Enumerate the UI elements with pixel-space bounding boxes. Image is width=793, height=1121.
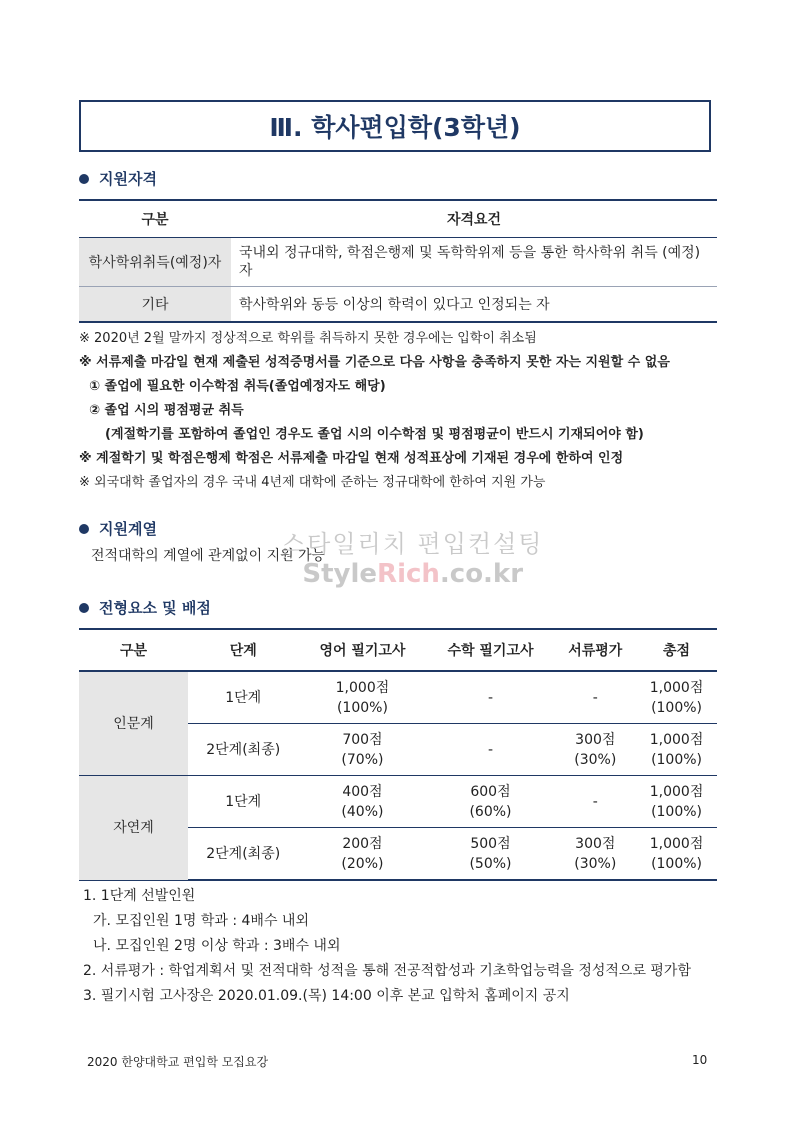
watermark-style: Style: [302, 559, 378, 589]
english-cell: [298, 776, 426, 828]
math-cell: [426, 828, 554, 881]
score-percent: (60%): [469, 803, 512, 820]
math-cell: [426, 671, 554, 724]
score-value: 400점: [342, 783, 383, 800]
table-header-cell: 단계: [188, 629, 298, 671]
section-heading-field: [79, 518, 157, 539]
section-heading-qualification: [79, 168, 157, 189]
score-percent: (100%): [651, 751, 703, 768]
note-item: ※ 2020년 2월 말까지 정상적으로 학위를 취득하지 못한 경우에는 입학이 취소됨: [79, 331, 537, 346]
math-cell: [426, 724, 554, 776]
stage-cell: 1단계: [188, 776, 298, 828]
section-heading-label: 지원자격: [99, 170, 157, 188]
page-number: 10: [692, 1053, 708, 1067]
table-header-cell: 서류평가: [555, 629, 637, 671]
stage-cell: 2단계(최종): [188, 828, 298, 881]
stage-cell: 2단계(최종): [188, 724, 298, 776]
group-cell: 인문계: [79, 671, 188, 776]
note-item: ※ 서류제출 마감일 현재 제출된 성적증명서를 기준으로 다음 사항을 충족하지 못한 자는 지원할 수 없음: [79, 355, 670, 370]
score-value: 300점: [575, 731, 616, 748]
list-item: 나. 모집인원 2명 이상 학과 : 3배수 내외: [93, 938, 341, 954]
bullet-icon: [79, 524, 89, 534]
score-value: 1,000점: [649, 731, 704, 748]
list-item: 3. 필기시험 고사장은 2020.01.09.(목) 14:00 이후 본교 입학처 홈페이지 공지: [83, 988, 570, 1004]
note-item: ※ 외국대학 졸업자의 경우 국내 4년제 대학에 준하는 정규대학에 한하여 지원 가능: [79, 475, 546, 490]
english-cell: [298, 671, 426, 724]
english-cell: [298, 724, 426, 776]
table-header-cell: 총점: [636, 629, 717, 671]
watermark-line1: 스타일리치 편입컨설팅: [282, 530, 544, 558]
table-row: [79, 238, 717, 287]
score-percent: (30%): [574, 751, 617, 768]
score-value: 300점: [575, 835, 616, 852]
section-heading-label: 지원계열: [99, 520, 157, 538]
note-item: ① 졸업에 필요한 이수학점 취득(졸업예정자도 해당): [89, 379, 386, 394]
score-value: 500점: [470, 835, 511, 852]
score-value: 1,000점: [335, 679, 390, 696]
score-percent: (100%): [336, 699, 388, 716]
scoring-notes-list: [83, 884, 691, 1009]
score-percent: (70%): [341, 751, 384, 768]
qualification-notes: [79, 327, 719, 495]
page-title: Ⅲ. 학사편입학(3학년): [79, 100, 711, 152]
score-value: 1,000점: [649, 835, 704, 852]
score-value: 1,000점: [649, 679, 704, 696]
section-heading-label: 전형요소 및 배점: [99, 599, 211, 617]
table-row: [79, 671, 717, 724]
section-heading-scoring: [79, 597, 211, 618]
score-value: 600점: [470, 783, 511, 800]
scoring-table: [79, 628, 717, 881]
table-cell-requirement: 학사학위와 동등 이상의 학력이 있다고 인정되는 자: [231, 287, 717, 323]
table-header-row: [79, 629, 717, 671]
docs-cell: [555, 671, 637, 724]
table-header-cell: 영어 필기고사: [298, 629, 426, 671]
total-cell: [636, 776, 717, 828]
list-item: 가. 모집인원 1명 학과 : 4배수 내외: [93, 913, 309, 929]
table-header-cell: 수학 필기고사: [426, 629, 554, 671]
score-percent: (30%): [574, 855, 617, 872]
english-cell: [298, 828, 426, 881]
watermark-domain: .co.kr: [439, 559, 524, 589]
note-item: (계절학기를 포함하여 졸업인 경우도 졸업 시의 이수학점 및 평점평균이 반드시 기재되어야 함): [105, 427, 644, 442]
table-row: [79, 287, 717, 323]
bullet-icon: [79, 603, 89, 613]
list-item: 1. 1단계 선발인원: [83, 888, 196, 904]
total-cell: [636, 671, 717, 724]
score-value: -: [592, 793, 598, 810]
stage-cell: 1단계: [188, 671, 298, 724]
docs-cell: [555, 828, 637, 881]
bullet-icon: [79, 174, 89, 184]
field-description: 전적대학의 계열에 관계없이 지원 가능: [91, 548, 326, 564]
score-percent: (100%): [651, 699, 703, 716]
score-value: 1,000점: [649, 783, 704, 800]
docs-cell: [555, 776, 637, 828]
table-row: [79, 776, 717, 828]
table-header-cell: 구분: [79, 629, 188, 671]
docs-cell: [555, 724, 637, 776]
table-header-cell: 구분: [79, 200, 231, 238]
math-cell: [426, 776, 554, 828]
score-value: -: [592, 689, 598, 706]
footer-title: 2020 한양대학교 편입학 모집요강: [87, 1055, 269, 1069]
score-percent: (50%): [469, 855, 512, 872]
score-percent: (100%): [651, 803, 703, 820]
total-cell: [636, 724, 717, 776]
table-cell-category: 기타: [79, 287, 231, 323]
table-header-cell: 자격요건: [231, 200, 717, 238]
total-cell: [636, 828, 717, 881]
group-cell: 자연계: [79, 776, 188, 881]
score-value: -: [487, 741, 494, 758]
score-percent: (100%): [651, 855, 703, 872]
score-percent: (40%): [341, 803, 384, 820]
score-value: 200점: [342, 835, 383, 852]
score-percent: (20%): [341, 855, 384, 872]
score-value: 700점: [342, 731, 383, 748]
qualification-table: [79, 199, 717, 323]
score-value: -: [487, 689, 494, 706]
list-item: 2. 서류평가 : 학업계획서 및 전적대학 성적을 통해 전공적합성과 기초학업능력을 정성적으로 평가함: [83, 963, 691, 979]
note-item: ② 졸업 시의 평점평균 취득: [89, 403, 244, 418]
watermark-rich: Rich: [377, 559, 440, 589]
table-cell-requirement: 국내외 정규대학, 학점은행제 및 독학학위제 등을 통한 학사학위 취득 (예정)자: [231, 238, 717, 287]
table-cell-category: 학사학위취득(예정)자: [79, 238, 231, 287]
table-header-row: [79, 200, 717, 238]
note-item: ※ 계절학기 및 학점은행제 학점은 서류제출 마감일 현재 성적표상에 기재된 경우에 한하여 인정: [79, 451, 624, 466]
